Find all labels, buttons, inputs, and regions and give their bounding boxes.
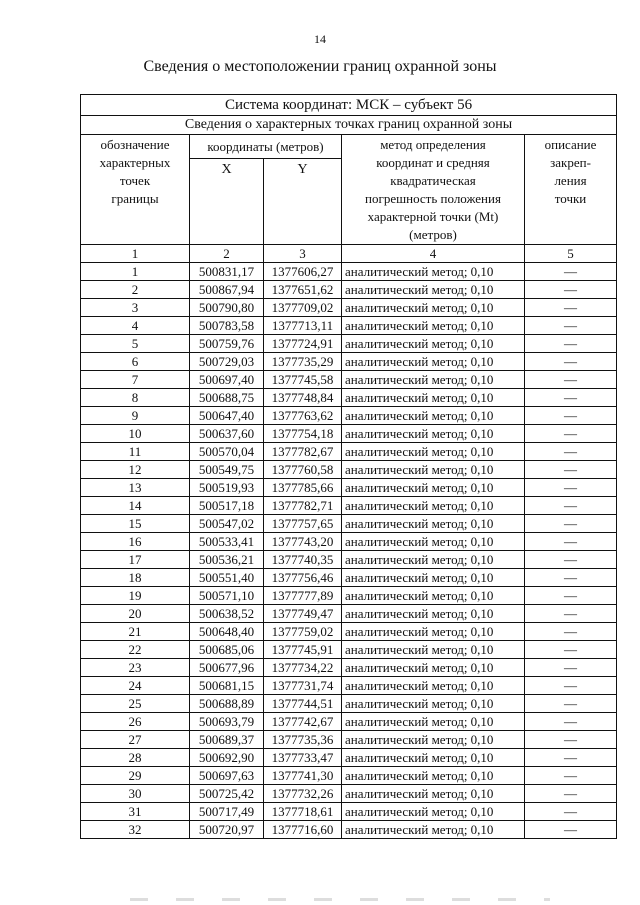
cell-y: 1377748,84 — [264, 389, 342, 407]
cell-x: 500536,21 — [190, 551, 264, 569]
cell-number: 17 — [81, 551, 190, 569]
table-row — [81, 443, 617, 461]
table-row — [81, 731, 617, 749]
cell-x: 500717,49 — [190, 803, 264, 821]
column-number: 1 — [81, 245, 190, 263]
cell-x: 500519,93 — [190, 479, 264, 497]
cell-description: — — [525, 623, 617, 641]
cell-description: — — [525, 317, 617, 335]
cell-method: аналитический метод; 0,10 — [342, 623, 525, 641]
cell-method: аналитический метод; 0,10 — [342, 443, 525, 461]
cell-number: 3 — [81, 299, 190, 317]
cell-description: — — [525, 551, 617, 569]
cell-method: аналитический метод; 0,10 — [342, 515, 525, 533]
table-row — [81, 317, 617, 335]
table-row — [81, 533, 617, 551]
cell-x: 500790,80 — [190, 299, 264, 317]
cell-description: — — [525, 263, 617, 281]
column-number: 3 — [264, 245, 342, 263]
table-row — [81, 551, 617, 569]
cell-number: 31 — [81, 803, 190, 821]
column-number: 5 — [525, 245, 617, 263]
cell-number: 28 — [81, 749, 190, 767]
column-number: 2 — [190, 245, 264, 263]
cell-method: аналитический метод; 0,10 — [342, 281, 525, 299]
cell-method: аналитический метод; 0,10 — [342, 731, 525, 749]
cell-description: — — [525, 515, 617, 533]
cell-description: — — [525, 659, 617, 677]
header-description: описание закреп- ления точки — [525, 135, 617, 245]
cell-number: 5 — [81, 335, 190, 353]
cell-method: аналитический метод; 0,10 — [342, 533, 525, 551]
cell-y: 1377732,26 — [264, 785, 342, 803]
cell-method: аналитический метод; 0,10 — [342, 587, 525, 605]
cell-description: — — [525, 569, 617, 587]
table-row — [81, 479, 617, 497]
table-row — [81, 641, 617, 659]
cell-method: аналитический метод; 0,10 — [342, 335, 525, 353]
cell-x: 500729,03 — [190, 353, 264, 371]
header-coordinates: координаты (метров) — [190, 135, 342, 159]
table-row — [81, 785, 617, 803]
cell-x: 500517,18 — [190, 497, 264, 515]
cell-number: 1 — [81, 263, 190, 281]
cell-method: аналитический метод; 0,10 — [342, 371, 525, 389]
cell-number: 9 — [81, 407, 190, 425]
cell-number: 18 — [81, 569, 190, 587]
cell-description: — — [525, 497, 617, 515]
cell-description: — — [525, 407, 617, 425]
cell-description: — — [525, 425, 617, 443]
cell-description: — — [525, 479, 617, 497]
cell-description: — — [525, 785, 617, 803]
cell-method: аналитический метод; 0,10 — [342, 389, 525, 407]
cell-description: — — [525, 803, 617, 821]
table-row — [81, 461, 617, 479]
cell-method: аналитический метод; 0,10 — [342, 713, 525, 731]
cell-number: 23 — [81, 659, 190, 677]
cell-y: 1377782,67 — [264, 443, 342, 461]
table-row — [81, 587, 617, 605]
table-row — [81, 407, 617, 425]
cell-y: 1377743,20 — [264, 533, 342, 551]
cell-description: — — [525, 641, 617, 659]
cell-description: — — [525, 461, 617, 479]
cell-y: 1377713,11 — [264, 317, 342, 335]
cell-y: 1377782,71 — [264, 497, 342, 515]
cell-description: — — [525, 281, 617, 299]
cell-y: 1377757,65 — [264, 515, 342, 533]
table-row — [81, 767, 617, 785]
table-row — [81, 605, 617, 623]
cell-description: — — [525, 299, 617, 317]
cell-description: — — [525, 713, 617, 731]
cell-method: аналитический метод; 0,10 — [342, 461, 525, 479]
cell-number: 24 — [81, 677, 190, 695]
cell-x: 500533,41 — [190, 533, 264, 551]
cell-number: 19 — [81, 587, 190, 605]
cell-number: 30 — [81, 785, 190, 803]
column-number: 4 — [342, 245, 525, 263]
table-row — [81, 713, 617, 731]
cell-description: — — [525, 605, 617, 623]
cell-x: 500692,90 — [190, 749, 264, 767]
cell-x: 500547,02 — [190, 515, 264, 533]
cell-number: 13 — [81, 479, 190, 497]
cell-method: аналитический метод; 0,10 — [342, 605, 525, 623]
table-row — [81, 425, 617, 443]
cell-y: 1377756,46 — [264, 569, 342, 587]
cell-number: 15 — [81, 515, 190, 533]
cell-description: — — [525, 335, 617, 353]
cell-y: 1377785,66 — [264, 479, 342, 497]
cell-method: аналитический метод; 0,10 — [342, 569, 525, 587]
cell-x: 500570,04 — [190, 443, 264, 461]
cell-description: — — [525, 767, 617, 785]
cell-y: 1377734,22 — [264, 659, 342, 677]
table-row — [81, 659, 617, 677]
cell-description: — — [525, 749, 617, 767]
page-number: 14 — [314, 32, 326, 46]
cell-y: 1377744,51 — [264, 695, 342, 713]
cell-number: 16 — [81, 533, 190, 551]
cell-method: аналитический метод; 0,10 — [342, 659, 525, 677]
cell-x: 500831,17 — [190, 263, 264, 281]
cell-x: 500685,06 — [190, 641, 264, 659]
cell-method: аналитический метод; 0,10 — [342, 677, 525, 695]
cell-y: 1377745,58 — [264, 371, 342, 389]
cell-description: — — [525, 731, 617, 749]
cell-number: 10 — [81, 425, 190, 443]
cell-y: 1377749,47 — [264, 605, 342, 623]
cell-x: 500759,76 — [190, 335, 264, 353]
cell-method: аналитический метод; 0,10 — [342, 425, 525, 443]
cell-method: аналитический метод; 0,10 — [342, 803, 525, 821]
cell-method: аналитический метод; 0,10 — [342, 407, 525, 425]
cell-number: 26 — [81, 713, 190, 731]
cell-method: аналитический метод; 0,10 — [342, 479, 525, 497]
cell-x: 500571,10 — [190, 587, 264, 605]
cell-description: — — [525, 821, 617, 839]
cell-number: 11 — [81, 443, 190, 461]
cell-method: аналитический метод; 0,10 — [342, 749, 525, 767]
boundary-points-table — [80, 94, 617, 839]
header-x: X — [190, 158, 264, 244]
cell-x: 500688,89 — [190, 695, 264, 713]
cell-x: 500688,75 — [190, 389, 264, 407]
cell-x: 500638,52 — [190, 605, 264, 623]
cell-y: 1377741,30 — [264, 767, 342, 785]
cell-y: 1377777,89 — [264, 587, 342, 605]
header-row — [81, 135, 617, 159]
cell-y: 1377651,62 — [264, 281, 342, 299]
cell-y: 1377742,67 — [264, 713, 342, 731]
cell-x: 500689,37 — [190, 731, 264, 749]
cell-x: 500697,40 — [190, 371, 264, 389]
cell-y: 1377716,60 — [264, 821, 342, 839]
cell-description: — — [525, 371, 617, 389]
cell-number: 22 — [81, 641, 190, 659]
cell-number: 4 — [81, 317, 190, 335]
table-row — [81, 821, 617, 839]
cell-x: 500681,15 — [190, 677, 264, 695]
cell-y: 1377740,35 — [264, 551, 342, 569]
cell-x: 500867,94 — [190, 281, 264, 299]
cell-number: 6 — [81, 353, 190, 371]
cell-y: 1377759,02 — [264, 623, 342, 641]
table-row — [81, 281, 617, 299]
header-y: Y — [264, 158, 342, 244]
cell-method: аналитический метод; 0,10 — [342, 821, 525, 839]
cell-method: аналитический метод; 0,10 — [342, 497, 525, 515]
column-numbers-row — [81, 245, 617, 263]
cell-number: 21 — [81, 623, 190, 641]
table-row — [81, 569, 617, 587]
cell-method: аналитический метод; 0,10 — [342, 767, 525, 785]
cell-x: 500693,79 — [190, 713, 264, 731]
cell-description: — — [525, 353, 617, 371]
cell-x: 500549,75 — [190, 461, 264, 479]
cell-y: 1377709,02 — [264, 299, 342, 317]
table-row — [81, 389, 617, 407]
cell-y: 1377735,29 — [264, 353, 342, 371]
cell-number: 27 — [81, 731, 190, 749]
cell-x: 500725,42 — [190, 785, 264, 803]
cell-number: 29 — [81, 767, 190, 785]
table-row — [81, 803, 617, 821]
table-row — [81, 335, 617, 353]
cell-number: 32 — [81, 821, 190, 839]
cell-description: — — [525, 533, 617, 551]
points-section-row — [81, 116, 617, 135]
cell-method: аналитический метод; 0,10 — [342, 263, 525, 281]
cell-number: 14 — [81, 497, 190, 515]
cell-x: 500648,40 — [190, 623, 264, 641]
table-row — [81, 515, 617, 533]
scan-artifact — [130, 898, 550, 901]
cell-number: 2 — [81, 281, 190, 299]
document-title: Сведения о местоположении границ охранной зоны — [143, 58, 497, 75]
cell-y: 1377718,61 — [264, 803, 342, 821]
table-row — [81, 623, 617, 641]
table-row — [81, 263, 617, 281]
cell-method: аналитический метод; 0,10 — [342, 299, 525, 317]
coordinate-system-row — [81, 95, 617, 116]
cell-number: 12 — [81, 461, 190, 479]
cell-description: — — [525, 443, 617, 461]
table-row — [81, 749, 617, 767]
cell-x: 500551,40 — [190, 569, 264, 587]
cell-x: 500647,40 — [190, 407, 264, 425]
points-section-title: Сведения о характерных точках границ охранной зоны — [81, 116, 617, 135]
cell-description: — — [525, 695, 617, 713]
table-row — [81, 371, 617, 389]
cell-method: аналитический метод; 0,10 — [342, 551, 525, 569]
header-designation: обозначение характерных точек границы — [81, 135, 190, 245]
cell-number: 7 — [81, 371, 190, 389]
coordinate-system-label: Система координат: МСК – субъект 56 — [81, 95, 617, 116]
cell-x: 500697,63 — [190, 767, 264, 785]
cell-number: 20 — [81, 605, 190, 623]
cell-method: аналитический метод; 0,10 — [342, 353, 525, 371]
cell-y: 1377754,18 — [264, 425, 342, 443]
cell-y: 1377731,74 — [264, 677, 342, 695]
cell-y: 1377763,62 — [264, 407, 342, 425]
cell-y: 1377745,91 — [264, 641, 342, 659]
cell-number: 8 — [81, 389, 190, 407]
cell-number: 25 — [81, 695, 190, 713]
cell-description: — — [525, 587, 617, 605]
cell-method: аналитический метод; 0,10 — [342, 317, 525, 335]
cell-description: — — [525, 677, 617, 695]
cell-x: 500677,96 — [190, 659, 264, 677]
cell-x: 500637,60 — [190, 425, 264, 443]
cell-y: 1377606,27 — [264, 263, 342, 281]
table-row — [81, 299, 617, 317]
table-row — [81, 677, 617, 695]
cell-method: аналитический метод; 0,10 — [342, 641, 525, 659]
cell-x: 500720,97 — [190, 821, 264, 839]
cell-y: 1377724,91 — [264, 335, 342, 353]
table-row — [81, 353, 617, 371]
cell-y: 1377735,36 — [264, 731, 342, 749]
cell-y: 1377733,47 — [264, 749, 342, 767]
header-method: метод определения координат и средняя квадратическая погрешность положения характерной точки (Mt) (метров) — [342, 135, 525, 245]
table-row — [81, 497, 617, 515]
cell-method: аналитический метод; 0,10 — [342, 785, 525, 803]
cell-y: 1377760,58 — [264, 461, 342, 479]
cell-method: аналитический метод; 0,10 — [342, 695, 525, 713]
cell-description: — — [525, 389, 617, 407]
table-row — [81, 695, 617, 713]
cell-x: 500783,58 — [190, 317, 264, 335]
